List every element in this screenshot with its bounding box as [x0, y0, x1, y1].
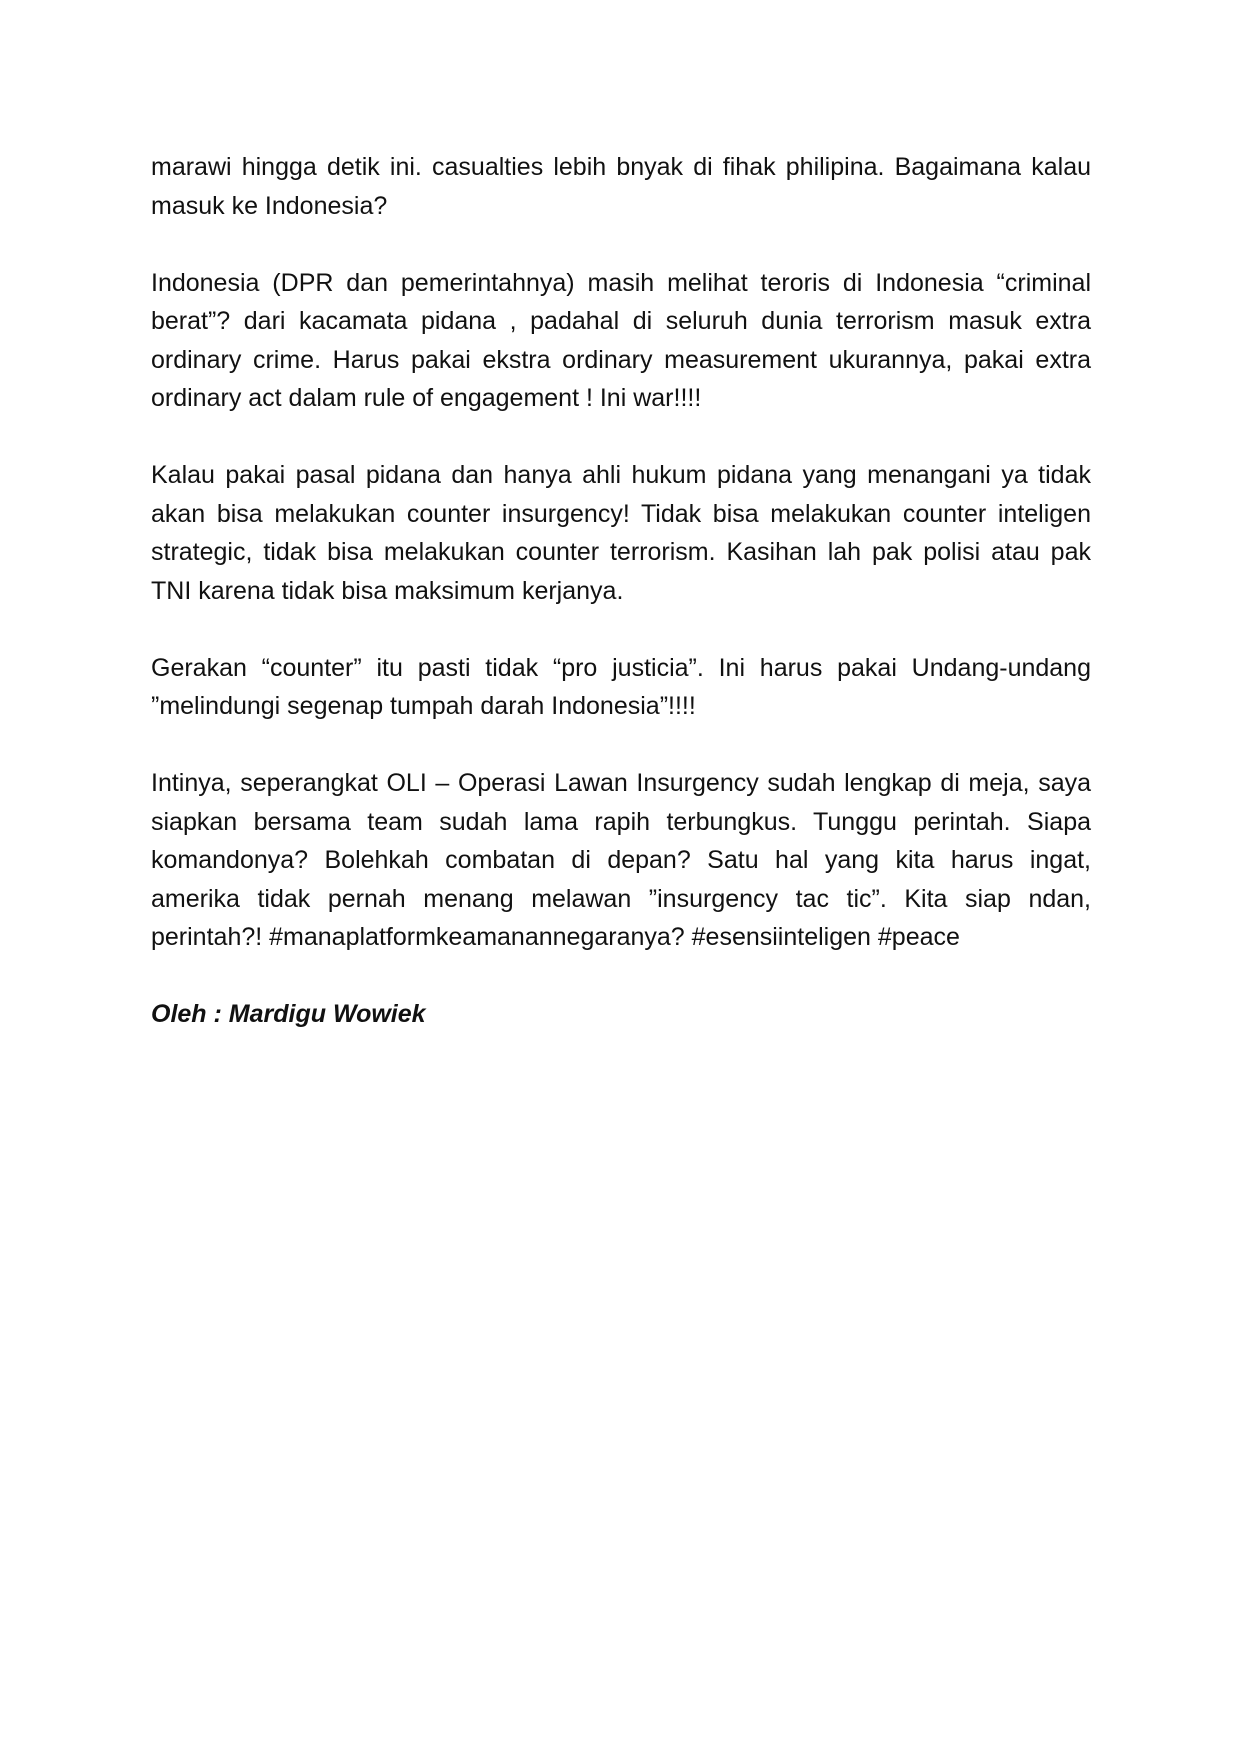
- author-byline: Oleh : Mardigu Wowiek: [151, 1000, 426, 1028]
- paragraph-gerakan-counter: Gerakan “counter” itu pasti tidak “pro justicia”. Ini harus pakai Undang-undang ”melindungi segenap tumpah darah Indonesia”!!!!: [151, 653, 1091, 720]
- paragraph-intinya-oli: Intinya, seperangkat OLI – Operasi Lawan Insurgency sudah lengkap di meja, saya siapkan bersama team sudah lama rapih terbungkus. Tunggu perintah. Siapa komandonya? Bolehkah combatan di depan? Satu hal yang kita harus ingat, amerika tidak pernah menang melawan ”insurgency tac tic”. Kita siap ndan, perintah?! #manaplatformkeamanannegaranya? #esensiinteligen #peace: [151, 769, 1091, 951]
- document-body: [151, 148, 1091, 1034]
- paragraph-indonesia-dpr: Indonesia (DPR dan pemerintahnya) masih melihat teroris di Indonesia “criminal berat”? dari kacamata pidana , padahal di seluruh dunia terrorism masuk extra ordinary crime. Harus pakai ekstra ordinary measurement ukurannya, pakai extra ordinary act dalam rule of engagement ! Ini war!!!!: [151, 268, 1091, 412]
- paragraph-marawi: marawi hingga detik ini. casualties lebih bnyak di fihak philipina. Bagaimana kalau masuk ke Indonesia?: [151, 153, 1091, 220]
- paragraph-pasal-pidana: Kalau pakai pasal pidana dan hanya ahli hukum pidana yang menangani ya tidak akan bisa melakukan counter insurgency! Tidak bisa melakukan counter inteligen strategic, tidak bisa melakukan counter terrorism. Kasihan lah pak polisi atau pak TNI karena tidak bisa maksimum kerjanya.: [151, 461, 1091, 605]
